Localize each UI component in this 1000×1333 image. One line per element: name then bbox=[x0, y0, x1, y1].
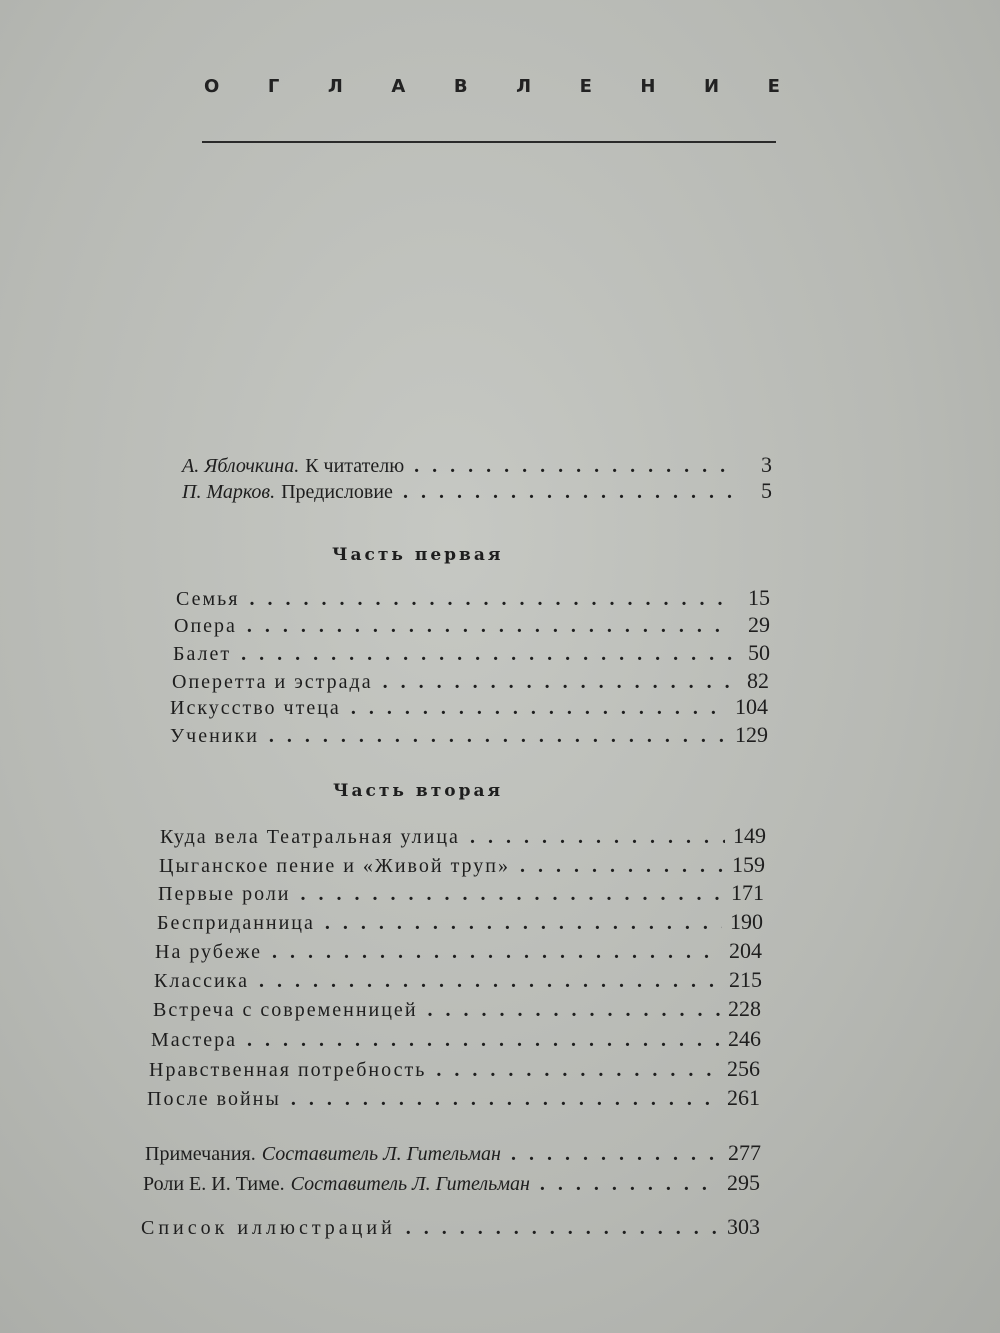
leader-dots bbox=[470, 826, 725, 849]
entry-page: 228 bbox=[728, 996, 761, 1021]
toc-entry bbox=[176, 585, 770, 611]
title-divider bbox=[202, 141, 776, 143]
title-letter: Л bbox=[516, 76, 532, 97]
entry-title: Опера bbox=[174, 615, 237, 637]
entry-page: 277 bbox=[728, 1140, 761, 1165]
entry-subtitle: Составитель Л. Гительман bbox=[290, 1173, 530, 1195]
section-heading: Часть первая bbox=[332, 545, 504, 565]
entry-page: 104 bbox=[735, 694, 768, 719]
entry-title: Примечания. bbox=[145, 1143, 256, 1165]
title-letter: И bbox=[704, 76, 720, 97]
toc-entry bbox=[153, 996, 761, 1022]
leader-dots bbox=[428, 999, 720, 1022]
entry-title: Оперетта и эстрада bbox=[172, 671, 373, 693]
toc-entry bbox=[160, 823, 766, 849]
leader-dots bbox=[249, 588, 732, 611]
entry-title: Встреча с современницей bbox=[153, 999, 418, 1021]
entry-title: Ученики bbox=[170, 725, 259, 747]
toc-entry bbox=[182, 478, 772, 504]
toc-entry bbox=[155, 938, 762, 964]
entry-page: 50 bbox=[748, 640, 770, 665]
toc-entry bbox=[154, 967, 762, 993]
toc-entry bbox=[157, 909, 763, 935]
entry-title: Мастера bbox=[151, 1029, 238, 1051]
entry-page: 5 bbox=[761, 478, 772, 503]
entry-page: 215 bbox=[729, 967, 762, 992]
toc-entry bbox=[141, 1214, 760, 1240]
title-letter: Г bbox=[267, 76, 280, 97]
title-letter: В bbox=[453, 76, 468, 97]
title-letter: О bbox=[204, 76, 220, 97]
leader-dots bbox=[325, 912, 722, 935]
leader-dots bbox=[247, 1029, 720, 1052]
entry-title: Бесприданница bbox=[157, 912, 315, 934]
leader-dots bbox=[540, 1173, 719, 1196]
entry-page: 171 bbox=[731, 880, 764, 905]
toc-entry bbox=[174, 612, 770, 638]
entry-page: 82 bbox=[747, 668, 769, 693]
toc-entry bbox=[151, 1026, 761, 1052]
leader-dots bbox=[247, 615, 732, 638]
toc-entry bbox=[170, 694, 768, 720]
leader-dots bbox=[436, 1059, 719, 1082]
entry-title: Предисловие bbox=[281, 481, 393, 503]
toc-entry bbox=[158, 880, 764, 906]
entry-page: 159 bbox=[732, 852, 765, 877]
entry-page: 246 bbox=[728, 1026, 761, 1051]
toc-entry bbox=[182, 452, 772, 478]
entry-title: Куда вела Театральная улица bbox=[160, 826, 460, 848]
leader-dots bbox=[383, 671, 731, 694]
title-letter: Е bbox=[767, 76, 780, 97]
entry-title: Классика bbox=[154, 970, 249, 992]
leader-dots bbox=[406, 1217, 719, 1240]
entry-page: 256 bbox=[727, 1056, 760, 1081]
entry-page: 303 bbox=[727, 1214, 760, 1239]
leader-dots bbox=[351, 697, 727, 720]
entry-title: Балет bbox=[173, 643, 232, 665]
entry-page: 204 bbox=[729, 938, 762, 963]
leader-dots bbox=[272, 941, 721, 964]
entry-title: Нравственная потребность bbox=[149, 1059, 427, 1081]
leader-dots bbox=[269, 725, 727, 748]
entry-title: На рубеже bbox=[155, 941, 263, 963]
leader-dots bbox=[291, 1088, 719, 1111]
toc-entry bbox=[145, 1140, 761, 1166]
entry-author: П. Марков. bbox=[182, 481, 276, 503]
entry-page: 149 bbox=[733, 823, 766, 848]
title-letter: Е bbox=[579, 76, 592, 97]
leader-dots bbox=[414, 455, 734, 478]
leader-dots bbox=[301, 883, 724, 906]
title-letter: Л bbox=[327, 76, 343, 97]
entry-title: После войны bbox=[147, 1088, 281, 1110]
entry-page: 261 bbox=[727, 1085, 760, 1110]
toc-entry bbox=[173, 640, 770, 666]
leader-dots bbox=[403, 481, 734, 504]
toc-entry bbox=[147, 1085, 760, 1111]
title-letter: Н bbox=[640, 76, 656, 97]
leader-dots bbox=[259, 970, 721, 993]
entry-title: Искусство чтеца bbox=[170, 697, 341, 719]
title-letter: А bbox=[391, 76, 406, 97]
entry-subtitle: Составитель Л. Гительман bbox=[261, 1143, 501, 1165]
page-title bbox=[204, 76, 780, 97]
toc-entry bbox=[159, 852, 765, 878]
toc-entry bbox=[143, 1170, 760, 1196]
leader-dots bbox=[520, 855, 724, 878]
section-heading: Часть вторая bbox=[333, 781, 504, 801]
entry-title: Семья bbox=[176, 588, 240, 610]
entry-title: Цыганское пение и «Живой труп» bbox=[159, 855, 510, 877]
leader-dots bbox=[511, 1143, 720, 1166]
entry-title: Список иллюстраций bbox=[141, 1217, 396, 1239]
leader-dots bbox=[241, 643, 732, 666]
entry-page: 190 bbox=[730, 909, 763, 934]
toc-entry bbox=[172, 668, 769, 694]
entry-author: А. Яблочкина. bbox=[182, 455, 300, 477]
entry-page: 3 bbox=[761, 452, 772, 477]
entry-title: Роли Е. И. Тиме. bbox=[143, 1173, 285, 1195]
entry-page: 15 bbox=[748, 585, 770, 610]
entry-title: К читателю bbox=[305, 455, 405, 477]
entry-title: Первые роли bbox=[158, 883, 291, 905]
toc-entry bbox=[170, 722, 768, 748]
entry-page: 295 bbox=[727, 1170, 760, 1195]
toc-entry bbox=[149, 1056, 760, 1082]
entry-page: 129 bbox=[735, 722, 768, 747]
entry-page: 29 bbox=[748, 612, 770, 637]
